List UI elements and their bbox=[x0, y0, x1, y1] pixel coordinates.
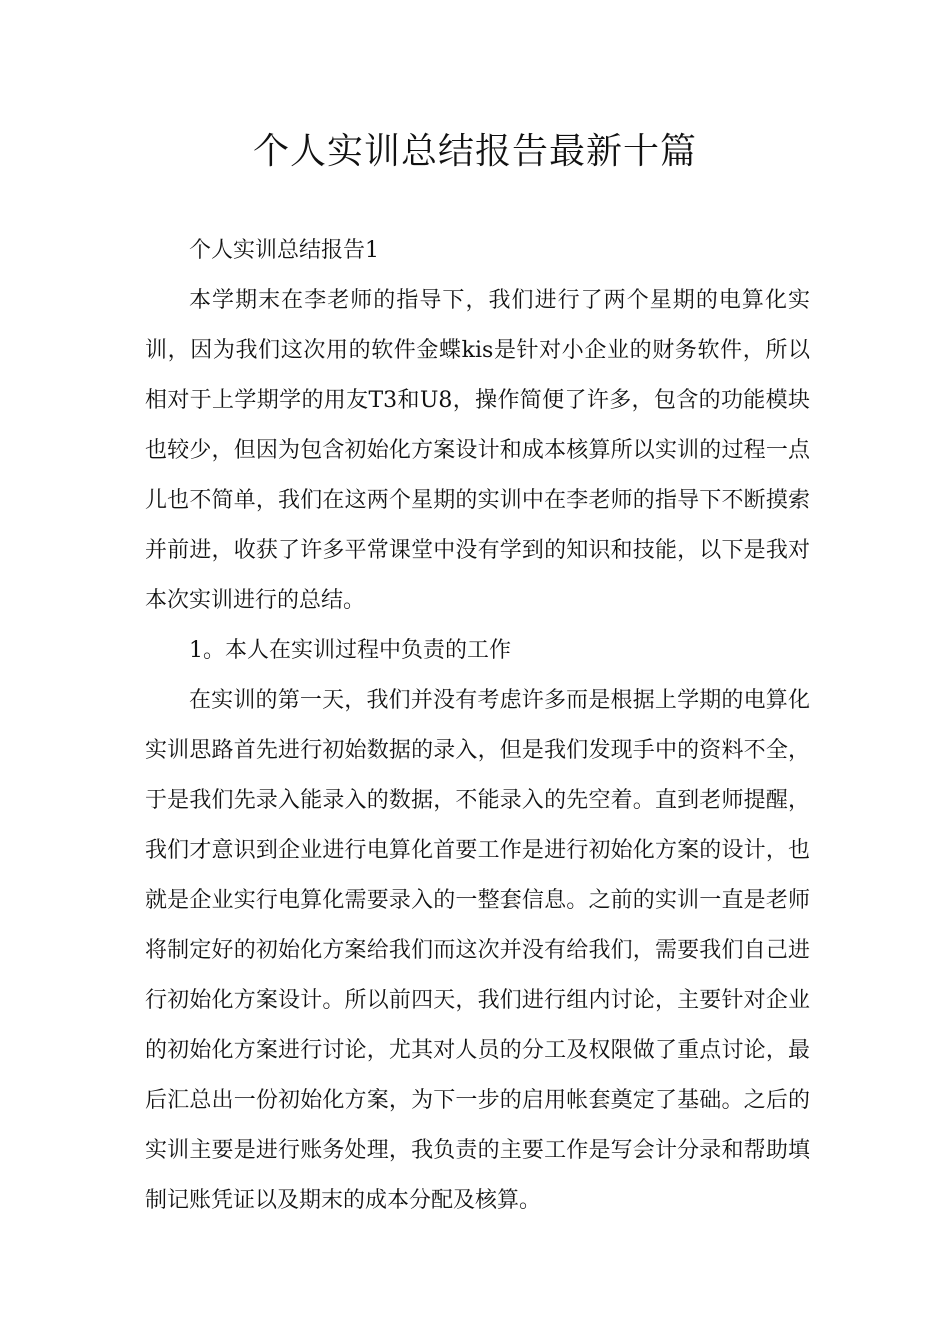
document-title: 个人实训总结报告最新十篇 bbox=[252, 131, 697, 172]
body-paragraph: 本学期末在李老师的指导下，我们进行了两个星期的电算化实训，因为我们这次用的软件金蝶kis是针对小企业的财务软件，所以相对于上学期学的用友T3和U8，操作简便了许多，包含的功能模块也较少，但因为包含初始化方案设计和成本核算所以实训的过程一点儿也不简单，我们在这两个星期的实训中在李老师的指导下不断摸索并前进，收获了许多平常课堂中没有学到的知识和技能，以下是我对本次实训进行的总结。 bbox=[145, 288, 810, 613]
section-heading: 个人实训总结报告1 bbox=[189, 238, 379, 263]
section-heading: 1。本人在实训过程中负责的工作 bbox=[189, 638, 511, 663]
document-body bbox=[145, 226, 810, 1226]
body-paragraph: 在实训的第一天，我们并没有考虑许多而是根据上学期的电算化实训思路首先进行初始数据的录入，但是我们发现手中的资料不全，于是我们先录入能录入的数据，不能录入的先空着。直到老师提醒，我们才意识到企业进行电算化首要工作是进行初始化方案的设计，也就是企业实行电算化需要录入的一整套信息。之前的实训一直是老师将制定好的初始化方案给我们而这次并没有给我们，需要我们自己进行初始化方案设计。所以前四天，我们进行组内讨论，主要针对企业的初始化方案进行讨论，尤其对人员的分工及权限做了重点讨论，最后汇总出一份初始化方案，为下一步的启用帐套奠定了基础。之后的实训主要是进行账务处理，我负责的主要工作是写会计分录和帮助填制记账凭证以及期末的成本分配及核算。 bbox=[145, 688, 810, 1213]
